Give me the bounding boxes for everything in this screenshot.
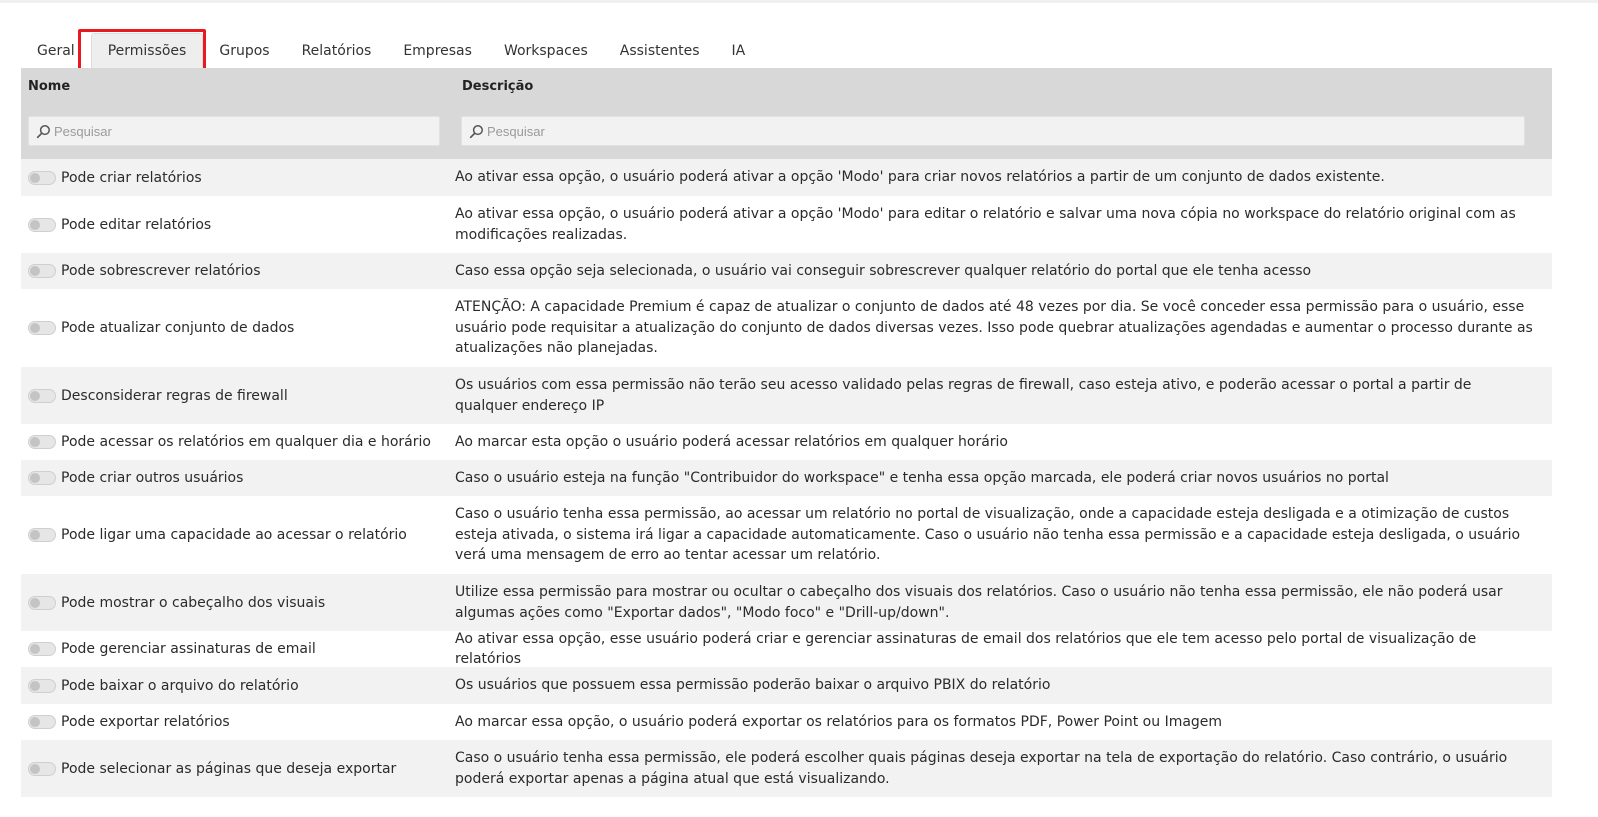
permission-name-cell: [21, 527, 455, 543]
permission-toggle[interactable]: [28, 642, 56, 656]
permission-toggle[interactable]: [28, 389, 56, 403]
toggle-knob: [30, 391, 40, 401]
tab-assistentes[interactable]: Assistentes: [619, 42, 700, 59]
toggle-knob: [30, 323, 40, 333]
toggle-knob: [30, 644, 40, 654]
tab-permissoes[interactable]: Permissões: [91, 33, 204, 68]
toggle-knob: [30, 717, 40, 727]
toggle-knob: [30, 473, 40, 483]
search-icon: [465, 117, 487, 145]
table-row: [21, 704, 1552, 740]
table-row: [21, 496, 1552, 574]
table-body: [21, 159, 1552, 797]
table-row: [21, 289, 1552, 367]
permission-toggle[interactable]: [28, 321, 56, 335]
toggle-knob: [30, 437, 40, 447]
permission-description: Utilize essa permissão para mostrar ou ocultar o cabeçalho dos visuais dos relatórios. Caso o usuário não tenha essa permissão, ele não poderá usar algumas ações como "Exportar dados", "Modo foco" e "Drill-up/down".: [455, 584, 1503, 621]
permission-description: Os usuários que possuem essa permissão poderão baixar o arquivo PBIX do relatório: [455, 677, 1051, 694]
description-search-input[interactable]: [487, 124, 1519, 139]
name-search-box: [28, 116, 440, 146]
permission-toggle[interactable]: [28, 218, 56, 232]
permission-description: Ao marcar esta opção o usuário poderá acessar relatórios em qualquer horário: [455, 433, 1008, 450]
permission-tabs: [21, 33, 761, 68]
permission-name: Pode gerenciar assinaturas de email: [61, 641, 316, 657]
permission-name-cell: [21, 714, 455, 730]
permission-name: Pode selecionar as páginas que deseja exportar: [61, 760, 397, 777]
permission-name-cell: [21, 761, 455, 777]
permission-name: Pode criar relatórios: [61, 169, 202, 186]
permission-toggle[interactable]: [28, 715, 56, 729]
tab-relatorios[interactable]: Relatórios: [301, 42, 372, 59]
permission-description: Ao ativar essa opção, o usuário poderá ativar a opção 'Modo' para criar novos relatórios a partir de um conjunto de dados existente.: [455, 169, 1385, 186]
permission-description: Ao ativar essa opção, o usuário poderá ativar a opção 'Modo' para editar o relatório e salvar uma nova cópia no workspace do relatório original com as modificações realizadas.: [455, 206, 1516, 243]
description-search-box: [461, 116, 1525, 146]
table-row: [21, 367, 1552, 424]
permission-name: Pode acessar os relatórios em qualquer dia e horário: [61, 434, 431, 450]
permission-name: Pode mostrar o cabeçalho dos visuais: [61, 594, 326, 611]
permission-description: Caso o usuário tenha essa permissão, ao acessar um relatório no portal de visualização, onde a capacidade esteja desligada e a otimização de custos esteja ativada, o sistema irá ligar a capacidade automaticamente. Caso o usuário não tenha essa permissão e a capacidade esteja desligada, o usuário verá uma mensagem de erro ao tentar acessar um relatório.: [455, 506, 1521, 564]
permission-name-cell: [21, 170, 455, 186]
permission-description: ATENÇÃO: A capacidade Premium é capaz de atualizar o conjunto de dados até 48 vezes por dia. Se você conceder essa permissão para o usuário, esse usuário pode requisitar a atualização do conjunto de dados diversas vezes. Isso pode quebrar atualizações agendadas e aumentar o processo durante as atualizações não planejadas.: [455, 299, 1533, 357]
toggle-knob: [30, 220, 40, 230]
permissions-table: [21, 68, 1552, 797]
tab-workspaces[interactable]: Workspaces: [503, 42, 588, 59]
toggle-knob: [30, 266, 40, 276]
column-header-name: Nome: [28, 79, 71, 94]
permission-name-cell: [21, 388, 455, 404]
permission-name-cell: [21, 641, 455, 657]
permission-description: Ao ativar essa opção, esse usuário poderá criar e gerenciar assinaturas de email dos relatórios que ele tem acesso pelo portal de visualização de relatórios: [455, 630, 1477, 667]
permission-toggle[interactable]: [28, 264, 56, 278]
column-header-description: Descrição: [462, 79, 534, 94]
permission-name: Pode baixar o arquivo do relatório: [61, 677, 299, 694]
permission-description: Ao marcar essa opção, o usuário poderá exportar os relatórios para os formatos PDF, Power Point ou Imagem: [455, 713, 1223, 730]
permission-description: Os usuários com essa permissão não terão seu acesso validado pelas regras de firewall, caso esteja ativo, e poderão acessar o portal a partir de qualquer endereço IP: [455, 377, 1472, 414]
permission-name-cell: [21, 263, 455, 279]
permission-toggle[interactable]: [28, 596, 56, 610]
toggle-knob: [30, 598, 40, 608]
permission-name: Desconsiderar regras de firewall: [61, 387, 288, 404]
permission-toggle[interactable]: [28, 471, 56, 485]
permission-description: Caso o usuário tenha essa permissão, ele poderá escolher quais páginas deseja exportar na tela de exportação do relatório. Caso contrário, o usuário poderá exportar apenas a página atual que está visualizando.: [455, 750, 1508, 787]
table-row: [21, 196, 1552, 253]
table-row: [21, 460, 1552, 496]
permission-name-cell: [21, 595, 455, 611]
permission-name-cell: [21, 470, 455, 486]
permission-name: Pode atualizar conjunto de dados: [61, 320, 295, 336]
permission-name: Pode ligar uma capacidade ao acessar o relatório: [61, 527, 407, 543]
toggle-knob: [30, 173, 40, 183]
top-divider: [0, 0, 1598, 3]
table-row: [21, 574, 1552, 631]
search-icon: [32, 117, 54, 145]
tab-ia[interactable]: IA: [731, 42, 746, 59]
toggle-knob: [30, 530, 40, 540]
permission-name: Pode sobrescrever relatórios: [61, 263, 261, 279]
table-row: [21, 667, 1552, 704]
tab-geral[interactable]: Geral: [37, 42, 75, 59]
permission-name-cell: [21, 434, 455, 450]
permission-name: Pode exportar relatórios: [61, 714, 230, 730]
permission-name: Pode criar outros usuários: [61, 470, 244, 486]
name-search-input[interactable]: [54, 124, 434, 139]
right-margin: [1552, 68, 1598, 817]
permission-name-cell: [21, 217, 455, 233]
toggle-knob: [30, 764, 40, 774]
tab-empresas[interactable]: Empresas: [403, 42, 472, 59]
tab-grupos[interactable]: Grupos: [219, 42, 270, 59]
permission-name-cell: [21, 320, 455, 336]
table-header: [21, 68, 1552, 159]
table-row: [21, 159, 1552, 196]
table-row: [21, 253, 1552, 289]
permission-toggle[interactable]: [28, 679, 56, 693]
permission-name: Pode editar relatórios: [61, 216, 212, 233]
permission-description: Caso essa opção seja selecionada, o usuário vai conseguir sobrescrever qualquer relatório do portal que ele tenha acesso: [455, 262, 1312, 279]
permission-description: Caso o usuário esteja na função "Contribuidor do workspace" e tenha essa opção marcada, ele poderá criar novos usuários no portal: [455, 469, 1389, 486]
permission-toggle[interactable]: [28, 528, 56, 542]
permission-toggle[interactable]: [28, 435, 56, 449]
table-row: [21, 631, 1552, 667]
permission-toggle[interactable]: [28, 762, 56, 776]
permission-toggle[interactable]: [28, 171, 56, 185]
table-row: [21, 424, 1552, 460]
toggle-knob: [30, 681, 40, 691]
table-row: [21, 740, 1552, 797]
permission-name-cell: [21, 678, 455, 694]
